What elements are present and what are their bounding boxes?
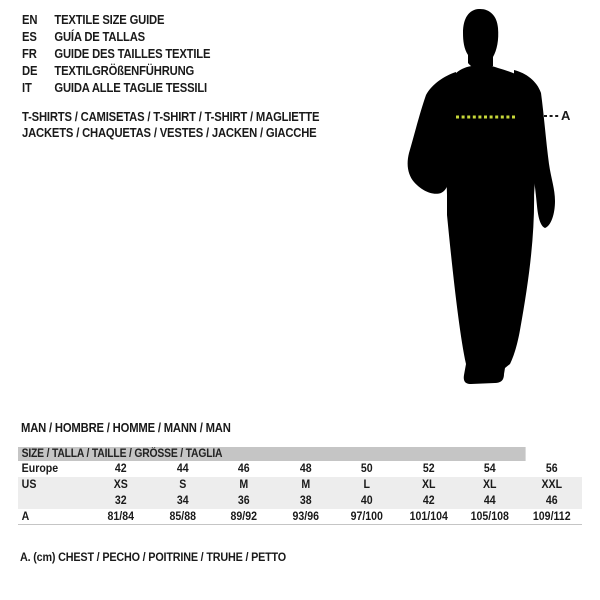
table-cell: 97/100 [350, 510, 383, 523]
measurement-footnote: A. (cm) CHEST / PECHO / POITRINE / TRUHE / PETTO [20, 550, 286, 564]
language-row-de [22, 63, 210, 80]
table-row-us [18, 477, 582, 493]
man-silhouette-shape [408, 9, 555, 384]
table-cell: 44 [176, 463, 189, 475]
silhouette-left-arm [408, 72, 456, 194]
table-cell: XL [482, 479, 497, 491]
language-code: FR [22, 47, 37, 61]
table-cell: XS [113, 479, 128, 491]
size-table [18, 447, 582, 525]
man-silhouette [400, 0, 600, 400]
language-title: TEXTILE SIZE GUIDE [54, 13, 165, 27]
table-cell: 52 [422, 463, 435, 475]
language-title: GUIDA ALLE TAGLIE TESSILI [54, 81, 207, 95]
language-title: GUIDE DES TAILLES TEXTILE [54, 47, 211, 61]
row-label: A [21, 510, 30, 523]
table-cell: S [178, 479, 186, 491]
silhouette-head [463, 9, 498, 69]
table-cell: 46 [545, 495, 558, 507]
table-cell: 85/88 [169, 510, 196, 523]
category-line-tshirts: T-SHIRTS / CAMISETAS / T-SHIRT / T-SHIRT / MAGLIETTE [22, 110, 320, 124]
table-cell: M [300, 479, 310, 491]
table-cell: 42 [114, 463, 127, 475]
language-title: GUÍA DE TALLAS [54, 30, 146, 44]
table-cell: 101/104 [409, 510, 448, 523]
table-cell: 105/108 [470, 510, 509, 523]
category-line-jackets: JACKETS / CHAQUETAS / VESTES / JACKEN / GIACCHE [22, 126, 317, 140]
table-cell: 81/84 [107, 510, 134, 523]
language-code: ES [22, 30, 37, 44]
language-row-es [22, 29, 210, 46]
language-row-en [22, 12, 210, 29]
language-title: TEXTILGRÖßENFÜHRUNG [54, 64, 195, 78]
language-row-fr [22, 46, 210, 63]
table-cell: M [239, 479, 249, 491]
size-table-header: SIZE / TALLA / TAILLE / GRÖSSE / TAGLIA [18, 447, 526, 461]
section-title-man: MAN / HOMBRE / HOMME / MANN / MAN [21, 421, 231, 435]
table-cell: 109/112 [532, 510, 571, 523]
row-label: Europe [21, 463, 59, 475]
table-cell: 56 [545, 463, 558, 475]
table-cell: 54 [483, 463, 496, 475]
language-code: EN [22, 13, 38, 27]
table-cell: XXL [540, 479, 562, 491]
table-row-europe [18, 461, 582, 477]
language-code: DE [22, 64, 38, 78]
table-cell: 89/92 [230, 510, 257, 523]
table-cell: 36 [237, 495, 250, 507]
table-cell: 46 [237, 463, 250, 475]
table-cell: XL [421, 479, 436, 491]
language-code: IT [22, 81, 32, 95]
row-label: US [21, 479, 37, 491]
table-row-chest-a [18, 509, 582, 524]
language-row-it [22, 80, 210, 97]
table-cell: 34 [176, 495, 189, 507]
silhouette-legs [447, 190, 534, 384]
table-cell: 32 [114, 495, 127, 507]
table-cell: 38 [299, 495, 312, 507]
table-cell: 50 [360, 463, 373, 475]
table-row-us-numeric [18, 493, 582, 509]
table-cell: 40 [360, 495, 373, 507]
language-guide-list [22, 12, 231, 97]
category-lines [22, 109, 352, 141]
measurement-label-a: A [561, 108, 571, 123]
table-cell: 93/96 [292, 510, 319, 523]
table-cell: 44 [483, 495, 496, 507]
table-cell: L [363, 479, 370, 491]
table-cell: 48 [299, 463, 312, 475]
table-cell: 42 [422, 495, 435, 507]
